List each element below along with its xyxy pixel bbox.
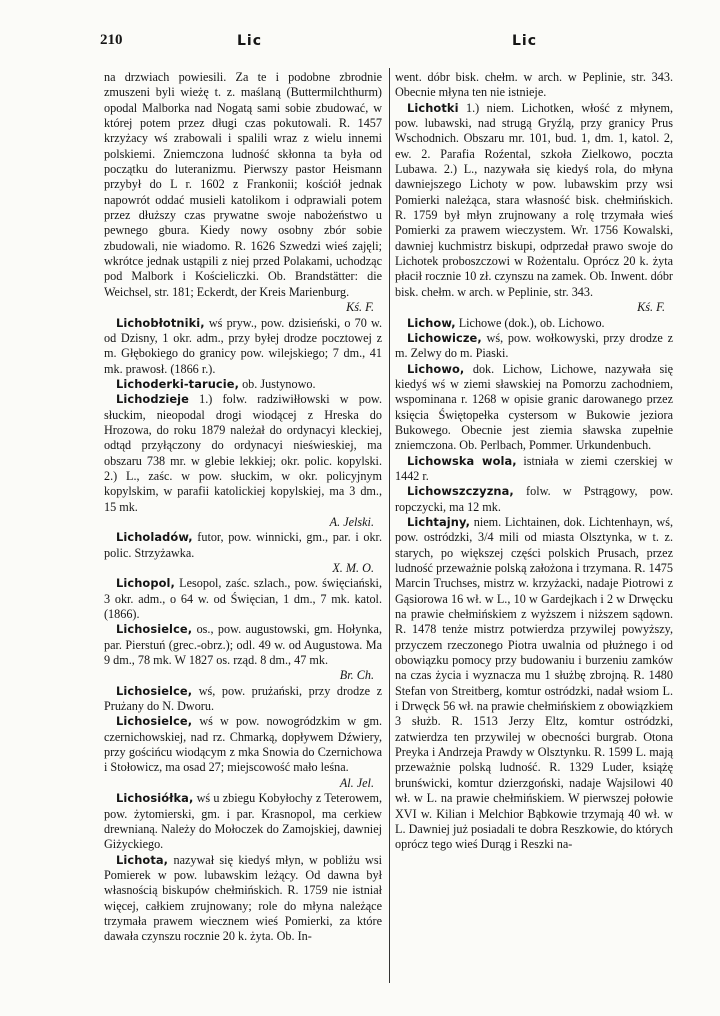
entry-signature: Kś. F. (637, 300, 665, 315)
entry-text: ob. Justynowo. (239, 376, 316, 391)
entry-text: niem. Lichtainen, dok. Lichtenhayn, wś, pow. ostródzki, 3/4 mili od miasta Olsztynka, w t. z. starych, po większej części polskich Prusach, przez ludność przeważnie polską założona i trzymana. R. 1475 Marcin Truchses, mistrz w. krzyżacki, nadaje Piotrowi z Gąsiorowa 16 wł. w L., 10 w Gardejkach i 2 w Drwęcku na prawie chełmińskiem z wyższem i niższem sądown. R. 1478 tenże mistrz potwierdza przywilej powyższy, przyczem rzeczonego Piotra uwalnia od płużnego i od obowiązku pomocy przy budowaniu i burzeniu zamków na czas życia i wyznacza mu 1 służbę zbrojną. R. 1480 Stefan von Streitberg, komtur ostródzki, nadał wsiom L. i Drwęck 56 wł. na prawie chełmińskiem z obowiązkiem 3 służb. R. 1513 Jerzy Eltz, komtur ostródzki, zatwierdza ten przywilej w obecności burgrab. Otona Preyka i Andrzeja Prawdy w Olsztynku. R. 1599 L. mają przeważnie polską ludność. R. 1329 Luder, książę brunświcki, komtur dzierzgoński, nadaje Wajsilowi 40 wł. w L. na prawie chełmińskiem. W pierwszej połowie XVI w. Kilian i Melchior Bąbkowie trzymają 40 wł. w L. Dawniej już posiadali te dobra Reszkowie, do których oprócz tego wieś Durąg i Reszki na- (395, 514, 673, 852)
dictionary-entry (395, 331, 673, 362)
entry-text: os., pow. augustowski, gm. Hołynka, par. Pierstuń (grec.-obrz.); odl. 49 w. od Augustowa. Ma 9 dm., 78 mk. W 1827 os. rząd. 8 dm., 47 mk. (104, 622, 382, 668)
entry-text: 1.) niem. Lichotken, włość z młynem, pow. lubawski, nad strugą Gryźlą, przy granicy Prus Wschodnich. Obszaru mr. 101, bud. 1, dm. 1, katol. 2, ew. 2. Parafia Roźental, szkoła Zielkowo, poczta Lubawa. 2.) L., nazywała się kiedyś rola, do młyna dawniejszego Lichoty w pow. lubawskim przy wsi Pomierki należąca, stara własność bisk. chełmińskich. R. 1759 był młyn zrujnowany a rolę trzymała wieś Pomierki za prawem wieczystem. Wr. 1756 Kowalski, dawniej kuchmistrz biskupi, odprzedał prawo swoje do Lichotek proboszczowi w Rożentalu. Oprócz 20 k. żyta płacił rocznie 10 zł. czynszu na zamek. Ob. Inwent. dóbr bisk. chełm. w arch. w Peplinie, str. 343. (395, 100, 673, 299)
entry-signature: Br. Ch. (339, 668, 374, 683)
dictionary-entry (395, 484, 673, 515)
dictionary-entry (395, 454, 673, 485)
dictionary-entry (104, 853, 382, 945)
dictionary-entry (104, 377, 382, 392)
entry-text: na drzwiach powiesili. Za te i podobne zbrodnie zmuszeni byli wieżę t. z. maślaną (Buttermilchthurm) opodal Malborka nad Nogatą sami sobie zbudować, w której potem przez długi czas pokutowali. R. 1457 krzyżacy wś zrabowali i spalili wraz z wielu innemi polskiemi. Zniemczona ludność skłonna ta była od początku do luteranizmu. Pierwszy pastor Heismann przybył do L r. 1602 z Frankonii; kościół jednak napowrót oddać musieli katolikom i odprawiali potem przez dłuższy czas prywatne swoje nabożeństwo u pewnego gbura. Kiedy nowy osobny zbór sobie zbudowali, nie wiadomo. R. 1626 Szwedzi wieś zajęli; wkrótce jednak ustąpili z niej przed Polakami, uchodząc pod Malbork i Kościeliczki. Ob. Brandstätter: die Weichsel, str. 181; Eckerdt, der Kreis Marienburg. (104, 70, 382, 299)
dictionary-entry (104, 791, 382, 852)
entry-text: istniała w ziemi czerskiej w 1442 r. (395, 453, 673, 483)
page-header (0, 32, 720, 54)
right-column (395, 70, 673, 853)
entry-headword: Lichowska wola, (407, 453, 517, 468)
entry-headword: Lichtajny, (407, 514, 471, 529)
dictionary-entry (104, 684, 382, 715)
entry-headword: Lichosielce, (116, 683, 193, 698)
dictionary-entry (104, 392, 382, 515)
entry-signature: X. M. O. (332, 561, 374, 575)
entry-text: futor, pow. winnicki, gm., par. i okr. polic. Strzyżawka. (104, 530, 382, 560)
entry-headword: Licholadów, (116, 530, 193, 545)
page-number: 210 (100, 32, 123, 48)
dictionary-entry (104, 576, 382, 622)
dictionary-entry (104, 530, 382, 561)
entry-signature: A. Jelski. (329, 514, 374, 529)
dictionary-entry (104, 714, 382, 775)
entry-text: went. dóbr bisk. chełm. w arch. w Peplinie, str. 343. Obecnie młyna ten nie istnieje. (395, 70, 673, 100)
entry-headword: Lichotki (407, 100, 459, 115)
entry-text: folw. w Pstrągowy, pow. ropczycki, ma 12 mk. (395, 484, 673, 514)
dictionary-entry (104, 70, 382, 300)
entry-headword: Lichoderki-tarucie, (116, 376, 240, 391)
dictionary-entry (395, 316, 673, 331)
entry-headword: Lichota, (116, 852, 169, 867)
entry-text: wś pryw., pow. dzisieński, o 70 w. od Dzisny, 1 okr. adm., przy byłej drodze pocztowej z m. Głębokiego do granicy pow. wilejskiego; 7 dm., 41 mk. prawosł. (1866 r.). (104, 315, 382, 376)
dictionary-entry (104, 622, 382, 668)
entry-signature: Al. Jel. (339, 775, 374, 790)
entry-text: nazywał się kiedyś młyn, w pobliżu wsi Pomierek w pow. lubawskim leżący. Od dawna był własnością biskupów chełmińskich. R. 1759 nie istniał więcej, całkiem zrujnowany; role do młyna należące trzymała prawem wiecznem wieś Pomierki, za które dawała czynszu rocznie 20 k. żyta. Ob. In- (104, 852, 382, 944)
entry-headword: Lichosiółka, (116, 791, 194, 806)
dictionary-entry (395, 101, 673, 300)
entry-headword: Lichosielce, (116, 714, 193, 729)
entry-text: wś u zbiegu Kobyłochy z Teterowem, pow. żytomierski, gm. i par. Krasnopol, ma cerkiew drewnianą. Należy do Mołoczek do Zamojskiej, dawniej Giżyckiego. (104, 791, 382, 852)
entry-text: wś, pow. prużański, przy drodze z Prużany do N. Dworu. (104, 683, 382, 714)
entry-headword: Lichosielce, (116, 622, 193, 637)
entry-headword: Lichopol, (116, 576, 175, 591)
entry-headword: Lichobłotniki, (116, 315, 205, 330)
entry-text: Lesopol, zaśc. szlach., pow. święciański, 3 okr. adm., o 64 w. od Święcian, 1 dm., 7 mk. katol. (1866). (104, 576, 382, 622)
left-column (104, 70, 382, 945)
entry-signature: Kś. F. (346, 300, 374, 315)
running-head-right: Lic (512, 33, 538, 49)
dictionary-entry (395, 515, 673, 853)
entry-headword: Lichow, (407, 315, 456, 330)
entry-text: Lichowe (dok.), ob. Lichowo. (455, 315, 605, 330)
dictionary-entry (395, 70, 673, 101)
entry-text: dok. Lichow, Lichowe, nazywała się kiedyś wś w ziemi sławskiej na Pomorzu zachodniem, wspominana r. 1268 w opisie granic darowanego przez księcia Świętopełka cystersom w Bukowie jeziora Bukowego. Obecnie jest ziemia sławska zupełnie zniemczona. Ob. Perlbach, Pommer. Urkundenbuch. (395, 361, 673, 453)
running-head-left: Lic (237, 33, 263, 49)
dictionary-entry (104, 316, 382, 377)
entry-headword: Lichodzieje (116, 392, 189, 407)
dictionary-entry (395, 362, 673, 454)
column-divider (389, 68, 390, 983)
entry-text: wś w pow. nowogródzkim w gm. czernichowskiej, nad rz. Chmarką, dopływem Dźwiery, przy gościńcu wiodącym z mka Snowia do Czernichowa i Stołowicz, ma osad 27; miejscowość mało leśna. (104, 714, 382, 775)
entry-headword: Lichowszczyzna, (407, 484, 514, 499)
entry-text: wś, pow. wołkowyski, przy drodze z m. Zelwy do m. Piaski. (395, 330, 673, 361)
entry-headword: Lichowo, (407, 361, 465, 376)
entry-text: 1.) folw. radziwiłłowski w pow. słuckim, nieopodal drogi wiodącej z Hreska do Hrozowa, do roku 1879 należał do ordynacyi kleckiej, odtąd przyłączony do ordynacyi nieświeskiej, ma obszaru 738 mr. w glebie lekkiej; okr. polic. kopylski. 2.) L., zaśc. w pow. słuckim, w okr. policyjnym kopylskim, w parafii katolickiej kopylskiej, ma 3 dm., 15 mk. (104, 392, 382, 514)
entry-headword: Lichowicze, (407, 330, 482, 345)
